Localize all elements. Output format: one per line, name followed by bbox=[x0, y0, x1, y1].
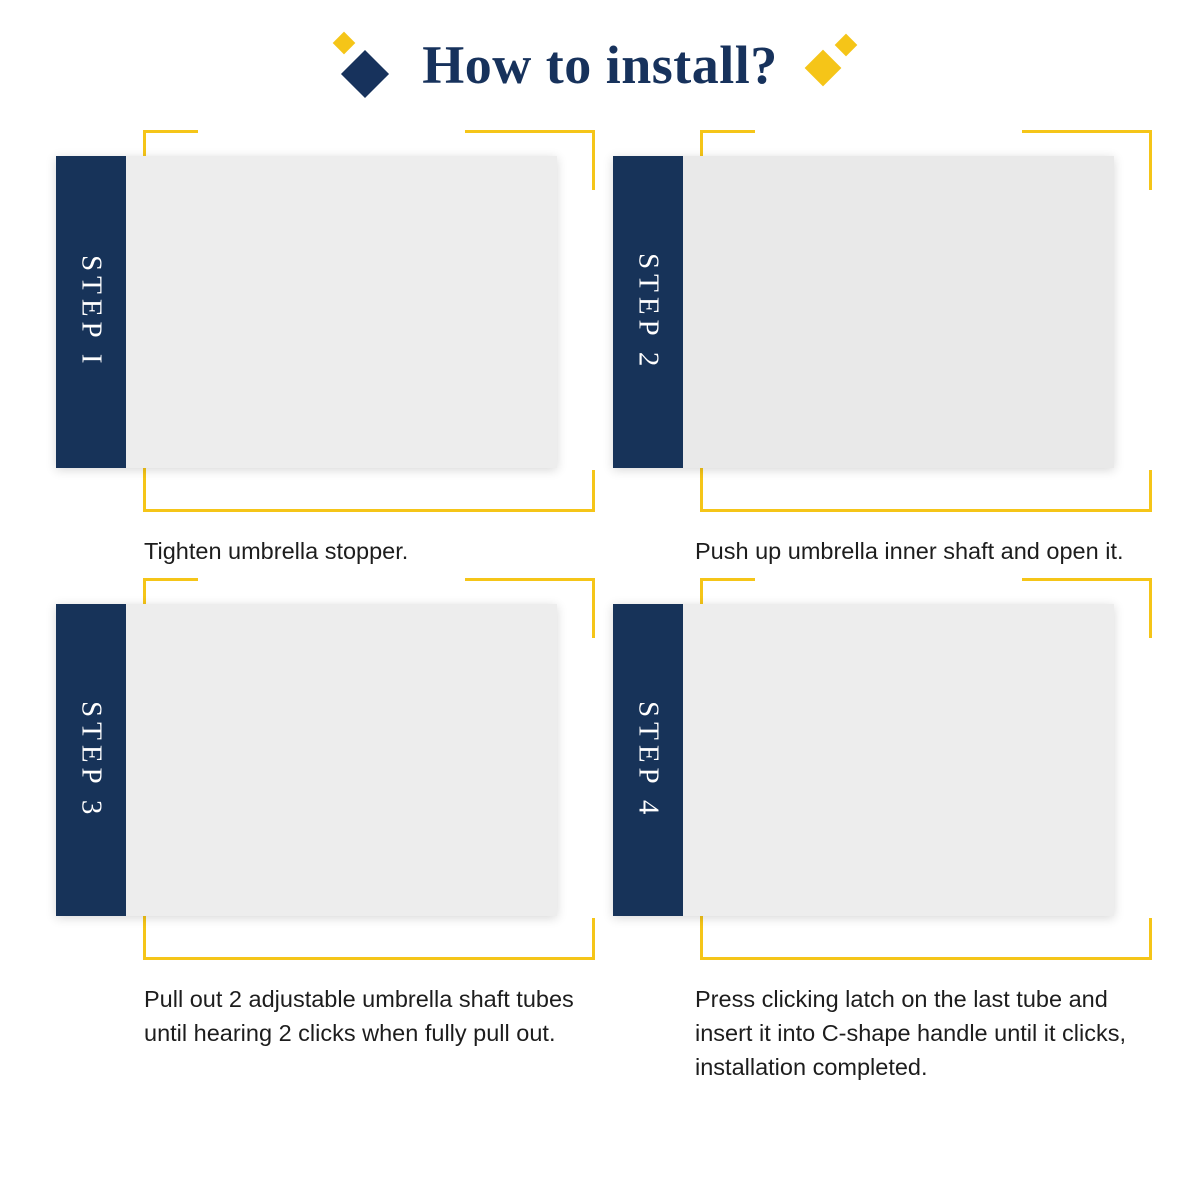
step-2-label: STEP 2 bbox=[632, 252, 665, 372]
bracket-mask bbox=[591, 190, 599, 470]
bracket-mask bbox=[208, 974, 445, 982]
step-panel-2 bbox=[605, 130, 1152, 530]
bracket-mask bbox=[755, 126, 1022, 134]
header-right-decor bbox=[804, 35, 864, 95]
step-panel-4 bbox=[605, 578, 1152, 978]
step-4-card bbox=[613, 604, 1114, 916]
step-4-photo bbox=[683, 604, 1114, 916]
header-left-decor bbox=[336, 35, 396, 95]
step-3-caption: Pull out 2 adjustable umbrella shaft tubes until hearing 2 clicks when fully pull out. bbox=[144, 986, 574, 1046]
step-2-label-bar bbox=[613, 156, 683, 468]
step-3-label-bar bbox=[56, 604, 126, 916]
steps-grid bbox=[0, 130, 1200, 1084]
step-card-3 bbox=[48, 578, 595, 1084]
step-4-label: STEP 4 bbox=[632, 700, 665, 820]
step-1-photo bbox=[126, 156, 557, 468]
step-4-caption: Press clicking latch on the last tube and insert it into C-shape handle until it clicks, installation completed. bbox=[695, 986, 1127, 1080]
bracket-mask bbox=[44, 638, 52, 918]
yellow-diamond-icon bbox=[804, 50, 841, 87]
bracket-mask bbox=[591, 638, 599, 918]
step-panel-1 bbox=[48, 130, 595, 530]
step-1-label: STEP I bbox=[75, 255, 108, 369]
step-card-2 bbox=[605, 130, 1152, 568]
yellow-diamond-icon bbox=[333, 32, 356, 55]
step-1-caption: Tighten umbrella stopper. bbox=[144, 538, 409, 564]
header-inner bbox=[336, 34, 864, 96]
bracket-mask bbox=[44, 190, 52, 470]
step-1-card bbox=[56, 156, 557, 468]
step-3-photo bbox=[126, 604, 557, 916]
bracket-mask bbox=[601, 638, 609, 918]
step-card-4 bbox=[605, 578, 1152, 1084]
step-3-card bbox=[56, 604, 557, 916]
bracket-mask bbox=[1148, 638, 1156, 918]
page-title: How to install? bbox=[422, 35, 778, 95]
bracket-mask bbox=[1148, 190, 1156, 470]
bracket-mask bbox=[198, 574, 465, 582]
step-1-label-bar bbox=[56, 156, 126, 468]
bracket-mask bbox=[601, 190, 609, 470]
navy-diamond-icon bbox=[341, 50, 389, 98]
bracket-mask bbox=[208, 526, 445, 534]
step-2-caption: Push up umbrella inner shaft and open it. bbox=[695, 538, 1124, 564]
step-3-label: STEP 3 bbox=[75, 700, 108, 820]
bracket-mask bbox=[765, 526, 1002, 534]
bracket-mask bbox=[198, 126, 465, 134]
yellow-diamond-icon bbox=[834, 34, 857, 57]
step-panel-3 bbox=[48, 578, 595, 978]
page-header bbox=[0, 0, 1200, 130]
bracket-mask bbox=[755, 574, 1022, 582]
step-4-label-bar bbox=[613, 604, 683, 916]
step-2-card bbox=[613, 156, 1114, 468]
step-card-1 bbox=[48, 130, 595, 568]
bracket-mask bbox=[765, 974, 1002, 982]
step-2-photo bbox=[683, 156, 1114, 468]
